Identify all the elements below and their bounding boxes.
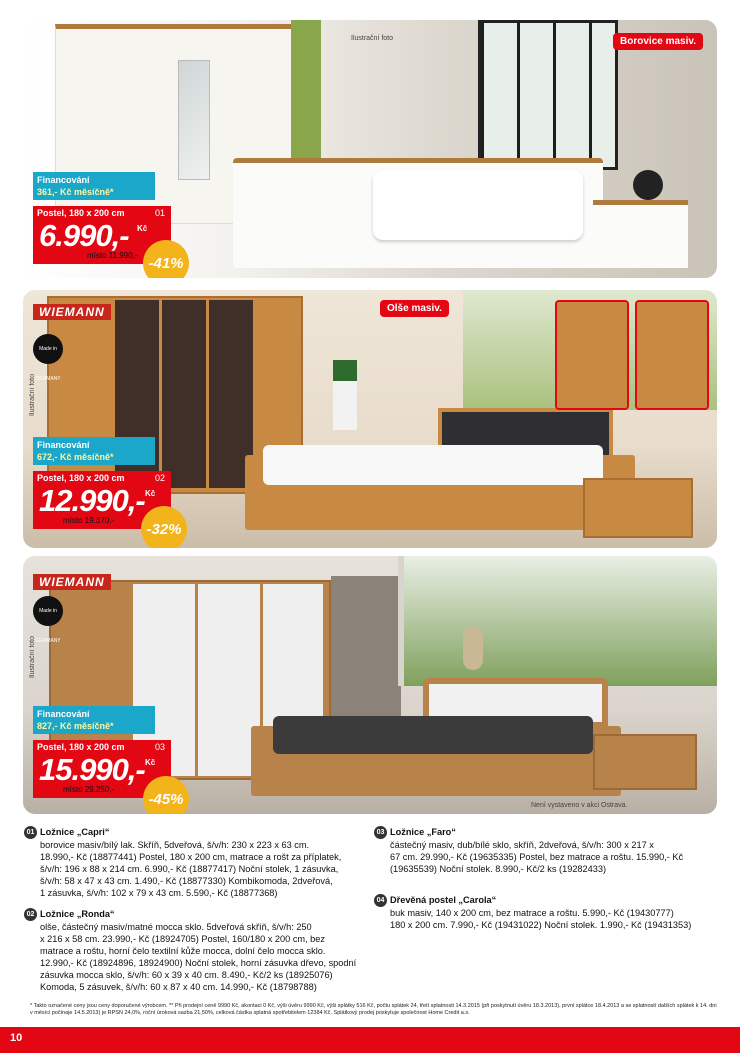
green-wall: [291, 20, 321, 170]
price-currency: Kč: [137, 224, 148, 233]
description-01: [24, 826, 374, 899]
discount-badge: -32%: [141, 506, 187, 548]
item-line: částečný masiv, dub/bílé sklo, skříň, 2dveřová, š/v/h: 300 x 217 x: [390, 840, 654, 851]
ilustracni-foto-label: Ilustrační foto: [29, 374, 36, 417]
item-title: Ložnice „Faro“: [390, 827, 456, 837]
financing-box: [33, 437, 155, 465]
financing-box: [33, 706, 155, 734]
not-exhibited-note: Není vystaveno v akci Ostrava.: [531, 802, 628, 809]
item-line: Komoda, 5 zásuvek, š/v/h: 60 x 87 x 40 cm. 14.990,- Kč (18798788): [40, 982, 317, 993]
item-number-badge: 02: [24, 908, 37, 921]
item-line: š/v/h: 58 x 47 x 43 cm. 1.490,- Kč (18877330) Kombikomoda, 2dveřová,: [40, 876, 333, 887]
item-line: 18.990,- Kč (18877441) Postel, 180 x 200 cm, matrace a rošt za příplatek,: [40, 852, 342, 863]
item-title: Ložnice „Capri“: [40, 827, 110, 837]
item-line: 1 zásuvka, š/v/h: 102 x 79 x 43 cm. 5.590,- Kč (18877368): [40, 888, 278, 899]
item-line: 67 cm. 29.990,- Kč (19635335) Postel, bez matrace a roštu. 15.990,- Kč: [390, 852, 684, 863]
price-value: 6.990,-: [39, 218, 129, 253]
vase-image: [463, 626, 483, 670]
item-line: matrace a roštu, horní čelo textilní kůže mocca, dolní čelo mocca sklo.: [40, 946, 326, 957]
description-02: [24, 908, 374, 993]
nightstand-image: [593, 734, 697, 790]
product-panel-1: [23, 20, 717, 278]
inset-photo-1: [555, 300, 629, 410]
price-label: Postel, 180 x 200 cm: [37, 742, 125, 752]
material-tag: Olše masiv.: [380, 300, 449, 317]
window-image: [478, 20, 618, 170]
inset-photo-2: [635, 300, 709, 410]
price-number: 03: [154, 742, 165, 752]
discount-badge: -45%: [143, 776, 189, 814]
bottom-bar: [0, 1027, 740, 1053]
item-number-badge: 03: [374, 826, 387, 839]
price-value: 12.990,-: [39, 483, 145, 518]
financing-label: Financování: [37, 709, 90, 719]
product-panel-2: [23, 290, 717, 548]
item-line: zásuvka mocca sklo, š/v/h: 60 x 39 x 40 cm. 8.490,- Kč/2 ks (18925076): [40, 970, 333, 981]
plant-image: [333, 360, 357, 430]
lamp-image: [633, 170, 663, 200]
price-value: 15.990,-: [39, 752, 145, 787]
item-line: 180 x 200 cm. 7.990,- Kč (19431022) Noční stolek. 1.990,- Kč (19431353): [390, 920, 692, 931]
price-number: 01: [154, 208, 165, 218]
footnote: * Takto označené ceny jsou ceny doporučené výrobcem. ** Při prodejní ceně 9990 Kč, akontaci 0 Kč, výši úvěru 9990 Kč, výši splátky 516 Kč, počtu splátek 24, třetí splatnosti 14.3.2015 (při poskytnutí úvěru 18.3.2013), první splátce 18.4.2013 a se splatností dalších splátek k 14. dni v měsíci počínaje 14.5.2013) je RPSN 24,0%, roční úroková sazba 21,50%, celková částka splatná spotřebitelem 12384 Kč. Splátkový prodej poskytuje společnost Home Credit a.s.: [30, 1003, 717, 1016]
financing-label: Financování: [37, 440, 90, 450]
nightstand-image: [593, 200, 688, 268]
material-tag: Borovice masiv.: [613, 33, 703, 50]
ilustracni-foto-label: Ilustrační foto: [29, 636, 36, 679]
price-currency: Kč: [145, 758, 156, 767]
ilustracni-foto-label: Ilustrační foto: [351, 35, 394, 42]
item-line: olše, částečný masiv/matné mocca sklo. 5dveřová skříň, š/v/h: 250: [40, 922, 312, 933]
price-currency: Kč: [145, 489, 156, 498]
bed-sheet: [273, 716, 593, 754]
page-number: 10: [10, 1032, 23, 1044]
item-line: buk masiv, 140 x 200 cm, bez matrace a roštu. 5.990,- Kč (19430777): [390, 908, 674, 919]
description-04: [374, 894, 720, 931]
financing-label: Financování: [37, 175, 90, 185]
brand-logo: WIEMANN: [33, 304, 111, 320]
price-label: Postel, 180 x 200 cm: [37, 208, 125, 218]
price-number: 02: [154, 473, 165, 483]
item-number-badge: 04: [374, 894, 387, 907]
financing-amount: 827,- Kč měsíčně*: [37, 721, 114, 731]
financing-amount: 361,- Kč měsíčně*: [37, 187, 114, 197]
item-title: Ložnice „Ronda“: [40, 909, 115, 919]
window-image: [398, 556, 717, 686]
item-line: š/v/h: 196 x 88 x 214 cm. 6.990,- Kč (18877417) Noční stolek, 1 zásuvka,: [40, 864, 339, 875]
wardrobe-mirror: [178, 60, 210, 180]
item-number-badge: 01: [24, 826, 37, 839]
made-in-germany-badge: Made in GERMANY: [33, 334, 63, 364]
brand-logo: WIEMANN: [33, 574, 111, 590]
item-line: 12.990,- Kč (18924896, 18924900) Noční stolek, horní zásuvka dřevo, spodní: [40, 958, 357, 969]
nightstand-image: [583, 478, 693, 538]
discount-badge: -41%: [143, 240, 189, 278]
description-03: [374, 826, 720, 875]
financing-box: [33, 172, 155, 200]
original-price: místo 19.370,-: [63, 516, 115, 525]
item-line: borovice masiv/bílý lak. Skříň, 5dveřová, š/v/h: 230 x 223 x 63 cm.: [40, 840, 310, 851]
financing-amount: 672,- Kč měsíčně*: [37, 452, 114, 462]
price-label: Postel, 180 x 200 cm: [37, 473, 125, 483]
original-price: místo 11.990,-: [87, 251, 138, 260]
original-price: místo 29.250,-: [63, 785, 115, 794]
bed-blanket: [373, 170, 583, 240]
bed-sheet: [263, 445, 603, 485]
item-title: Dřevěná postel „Carola“: [390, 895, 497, 905]
product-panel-3: [23, 556, 717, 814]
item-line: (19635539) Noční stolek. 8.990,- Kč/2 ks (19282433): [390, 864, 607, 875]
made-in-germany-badge: Made in GERMANY: [33, 596, 63, 626]
item-line: x 216 x 58 cm. 23.990,- Kč (18924705) Postel, 160/180 x 200 cm, bez: [40, 934, 325, 945]
